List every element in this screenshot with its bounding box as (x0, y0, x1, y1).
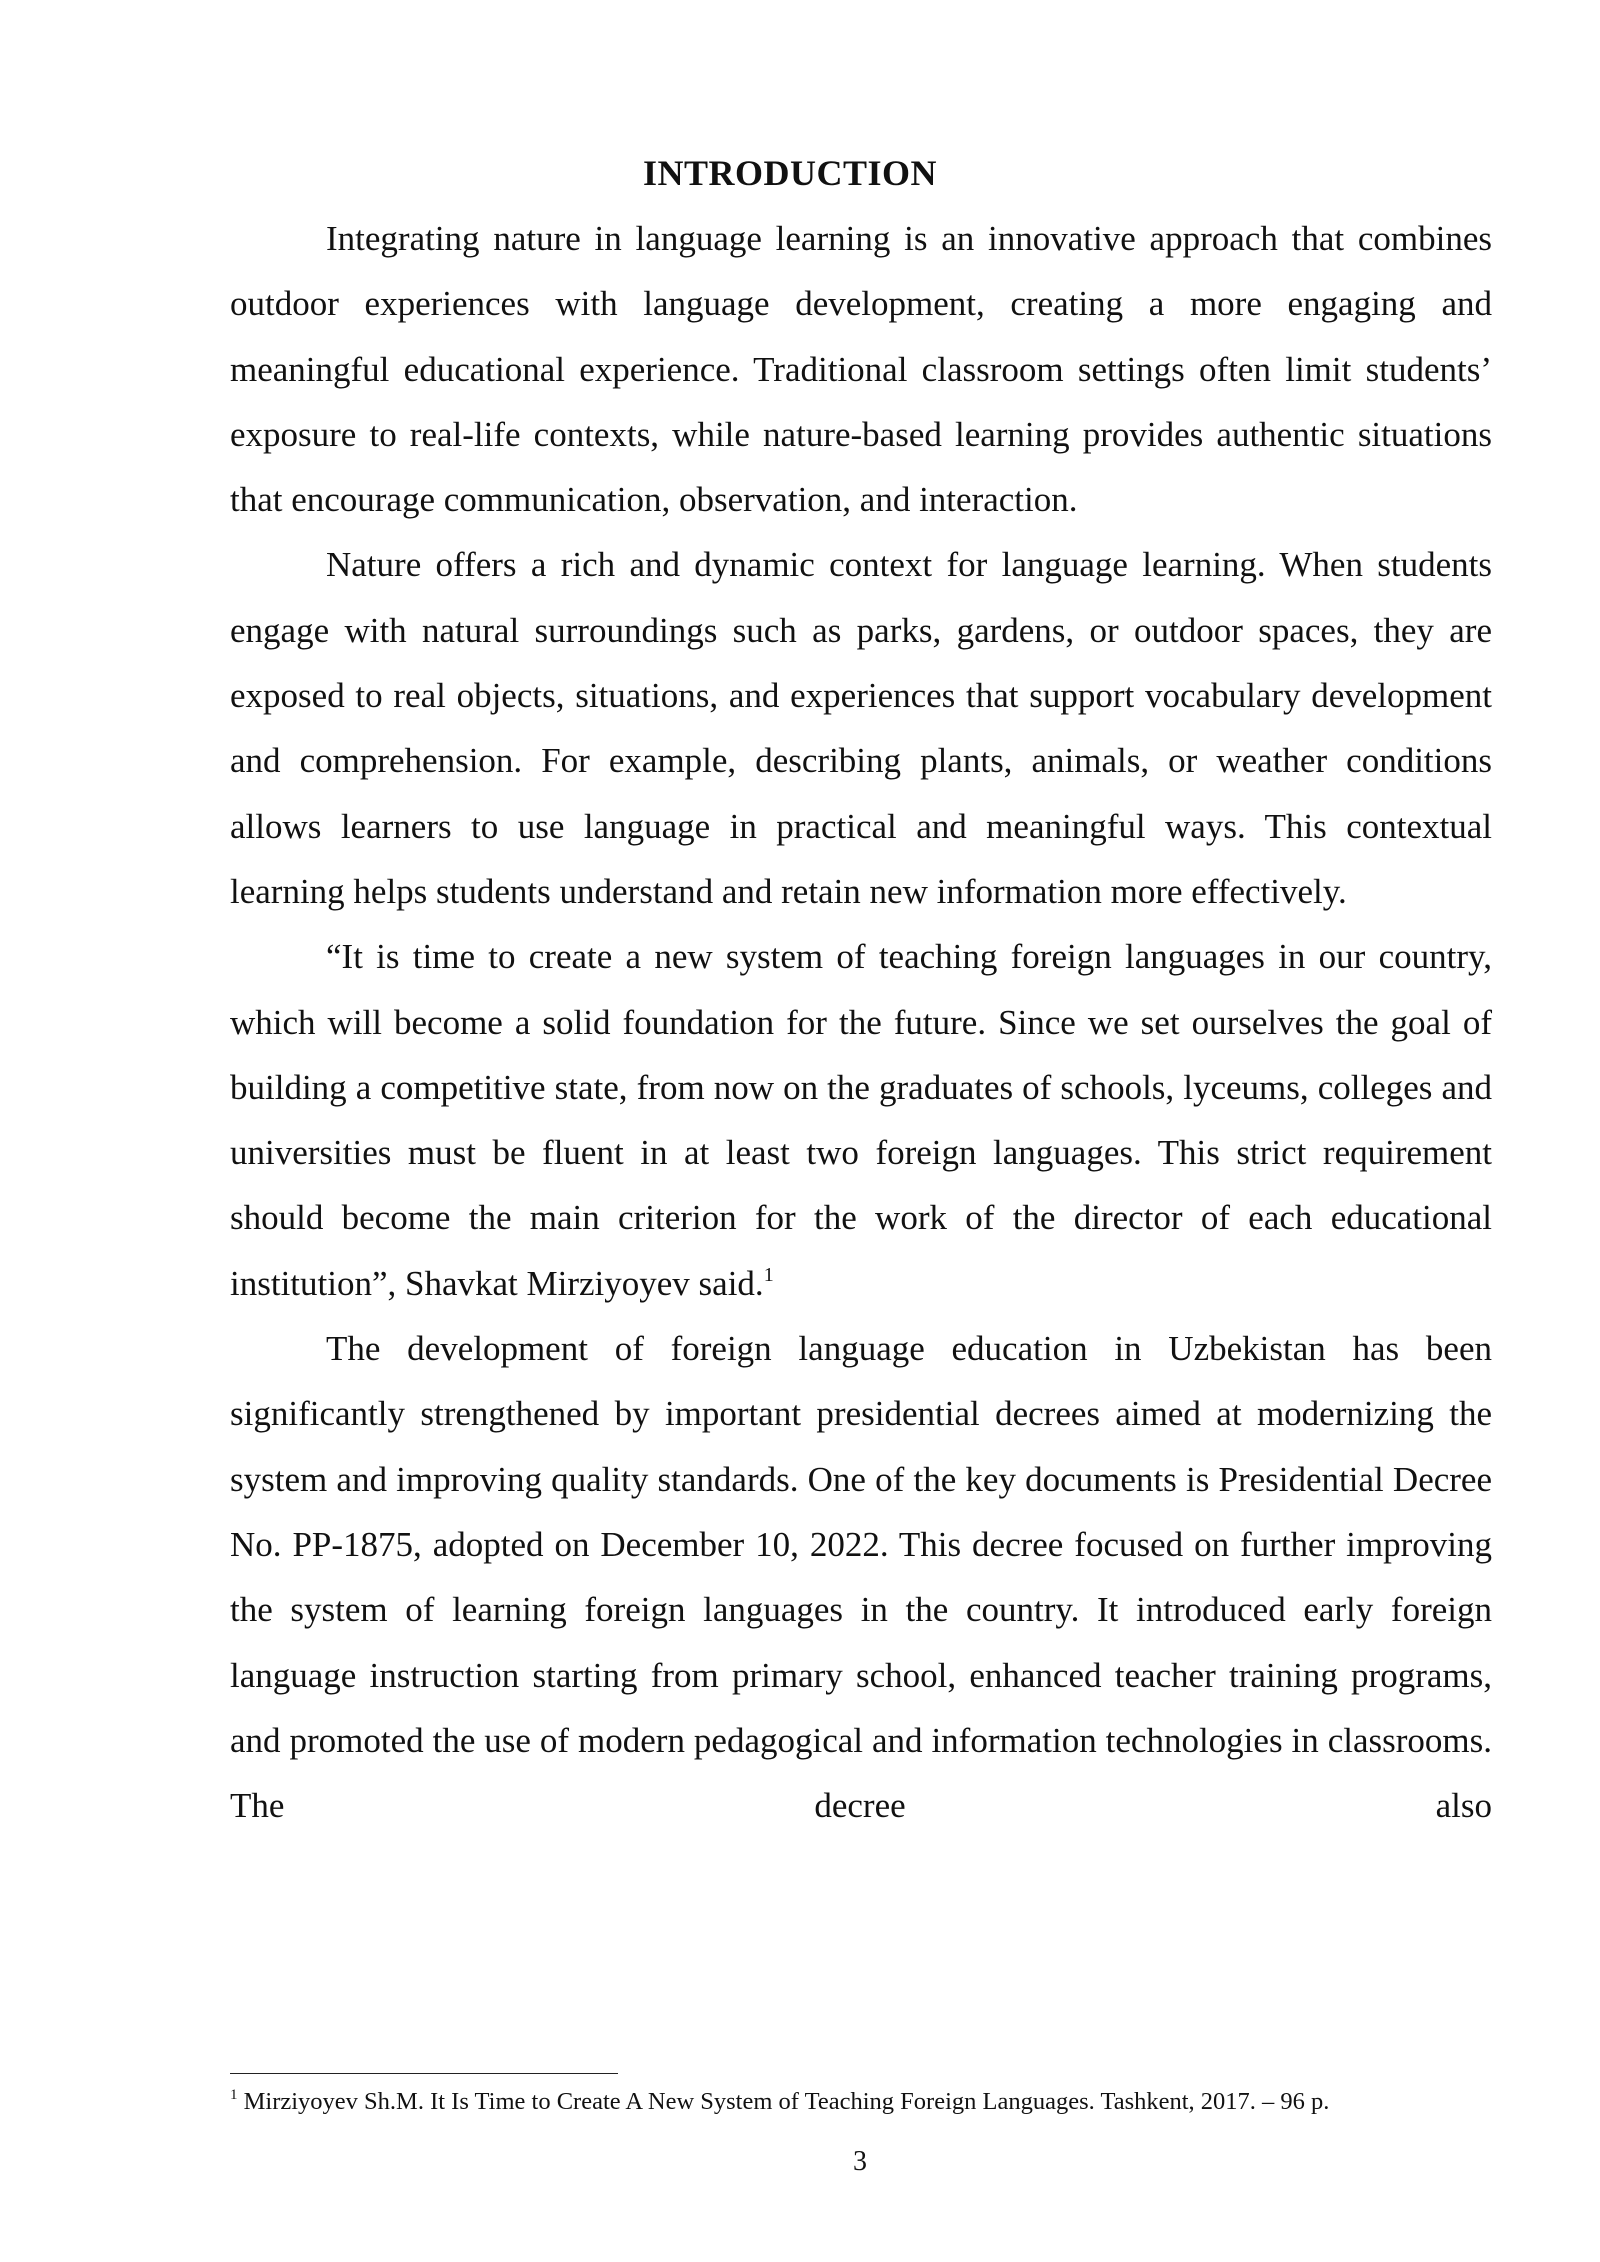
footnote-text: Mirziyoyev Sh.M. It Is Time to Create A New System of Teaching Foreign Languages. Tashkent, 2017. – 96 p. (237, 2088, 1330, 2115)
quote-text: “It is time to create a new system of teaching foreign languages in our country, which will become a solid foundation for the future. Since we set ourselves the goal of building a competitive state, from now on the graduates of schools, lyceums, colleges and universities must be fluent in at least two foreign languages. This strict requirement should become the main criterion for the work of the director of each educational institution”, Shavkat Mirziyoyev said. (230, 937, 1492, 1303)
footnote (230, 2086, 1530, 2118)
footnote-divider (230, 2073, 618, 2074)
body-text (230, 206, 1492, 1838)
page-title: INTRODUCTION (642, 153, 938, 193)
paragraph-2: Nature offers a rich and dynamic context for language learning. When students engage with natural surroundings such as parks, gardens, or outdoor spaces, they are exposed to real objects, situations, and experiences that support vocabulary development and comprehension. For example, describing plants, animals, or weather conditions allows learners to use language in practical and meaningful ways. This contextual learning helps students understand and retain new information more effectively. (230, 545, 1492, 911)
footnote-reference: 1 (763, 1263, 774, 1286)
paragraph-1: Integrating nature in language learning is an innovative approach that combines outdoor experiences with language development, creating a more engaging and meaningful educational experience. Traditional classroom settings often limit students’ exposure to real-life contexts, while nature-based learning provides authentic situations that encourage communication, observation, and interaction. (230, 219, 1492, 520)
page-number: 3 (853, 2146, 867, 2177)
paragraph-3 (230, 924, 1492, 1316)
footnote-marker: 1 (230, 2087, 238, 2103)
paragraph-4: The development of foreign language education in Uzbekistan has been significantly strengthened by important presidential decrees aimed at modernizing the system and improving quality standards. One of the key documents is Presidential Decree No. PP-1875, adopted on December 10, 2022. This decree focused on further improving the system of learning foreign languages in the country. It introduced early foreign language instruction starting from primary school, enhanced teacher training programs, and promoted the use of modern pedagogical and information technologies in classrooms. The decree also (230, 1329, 1492, 1826)
